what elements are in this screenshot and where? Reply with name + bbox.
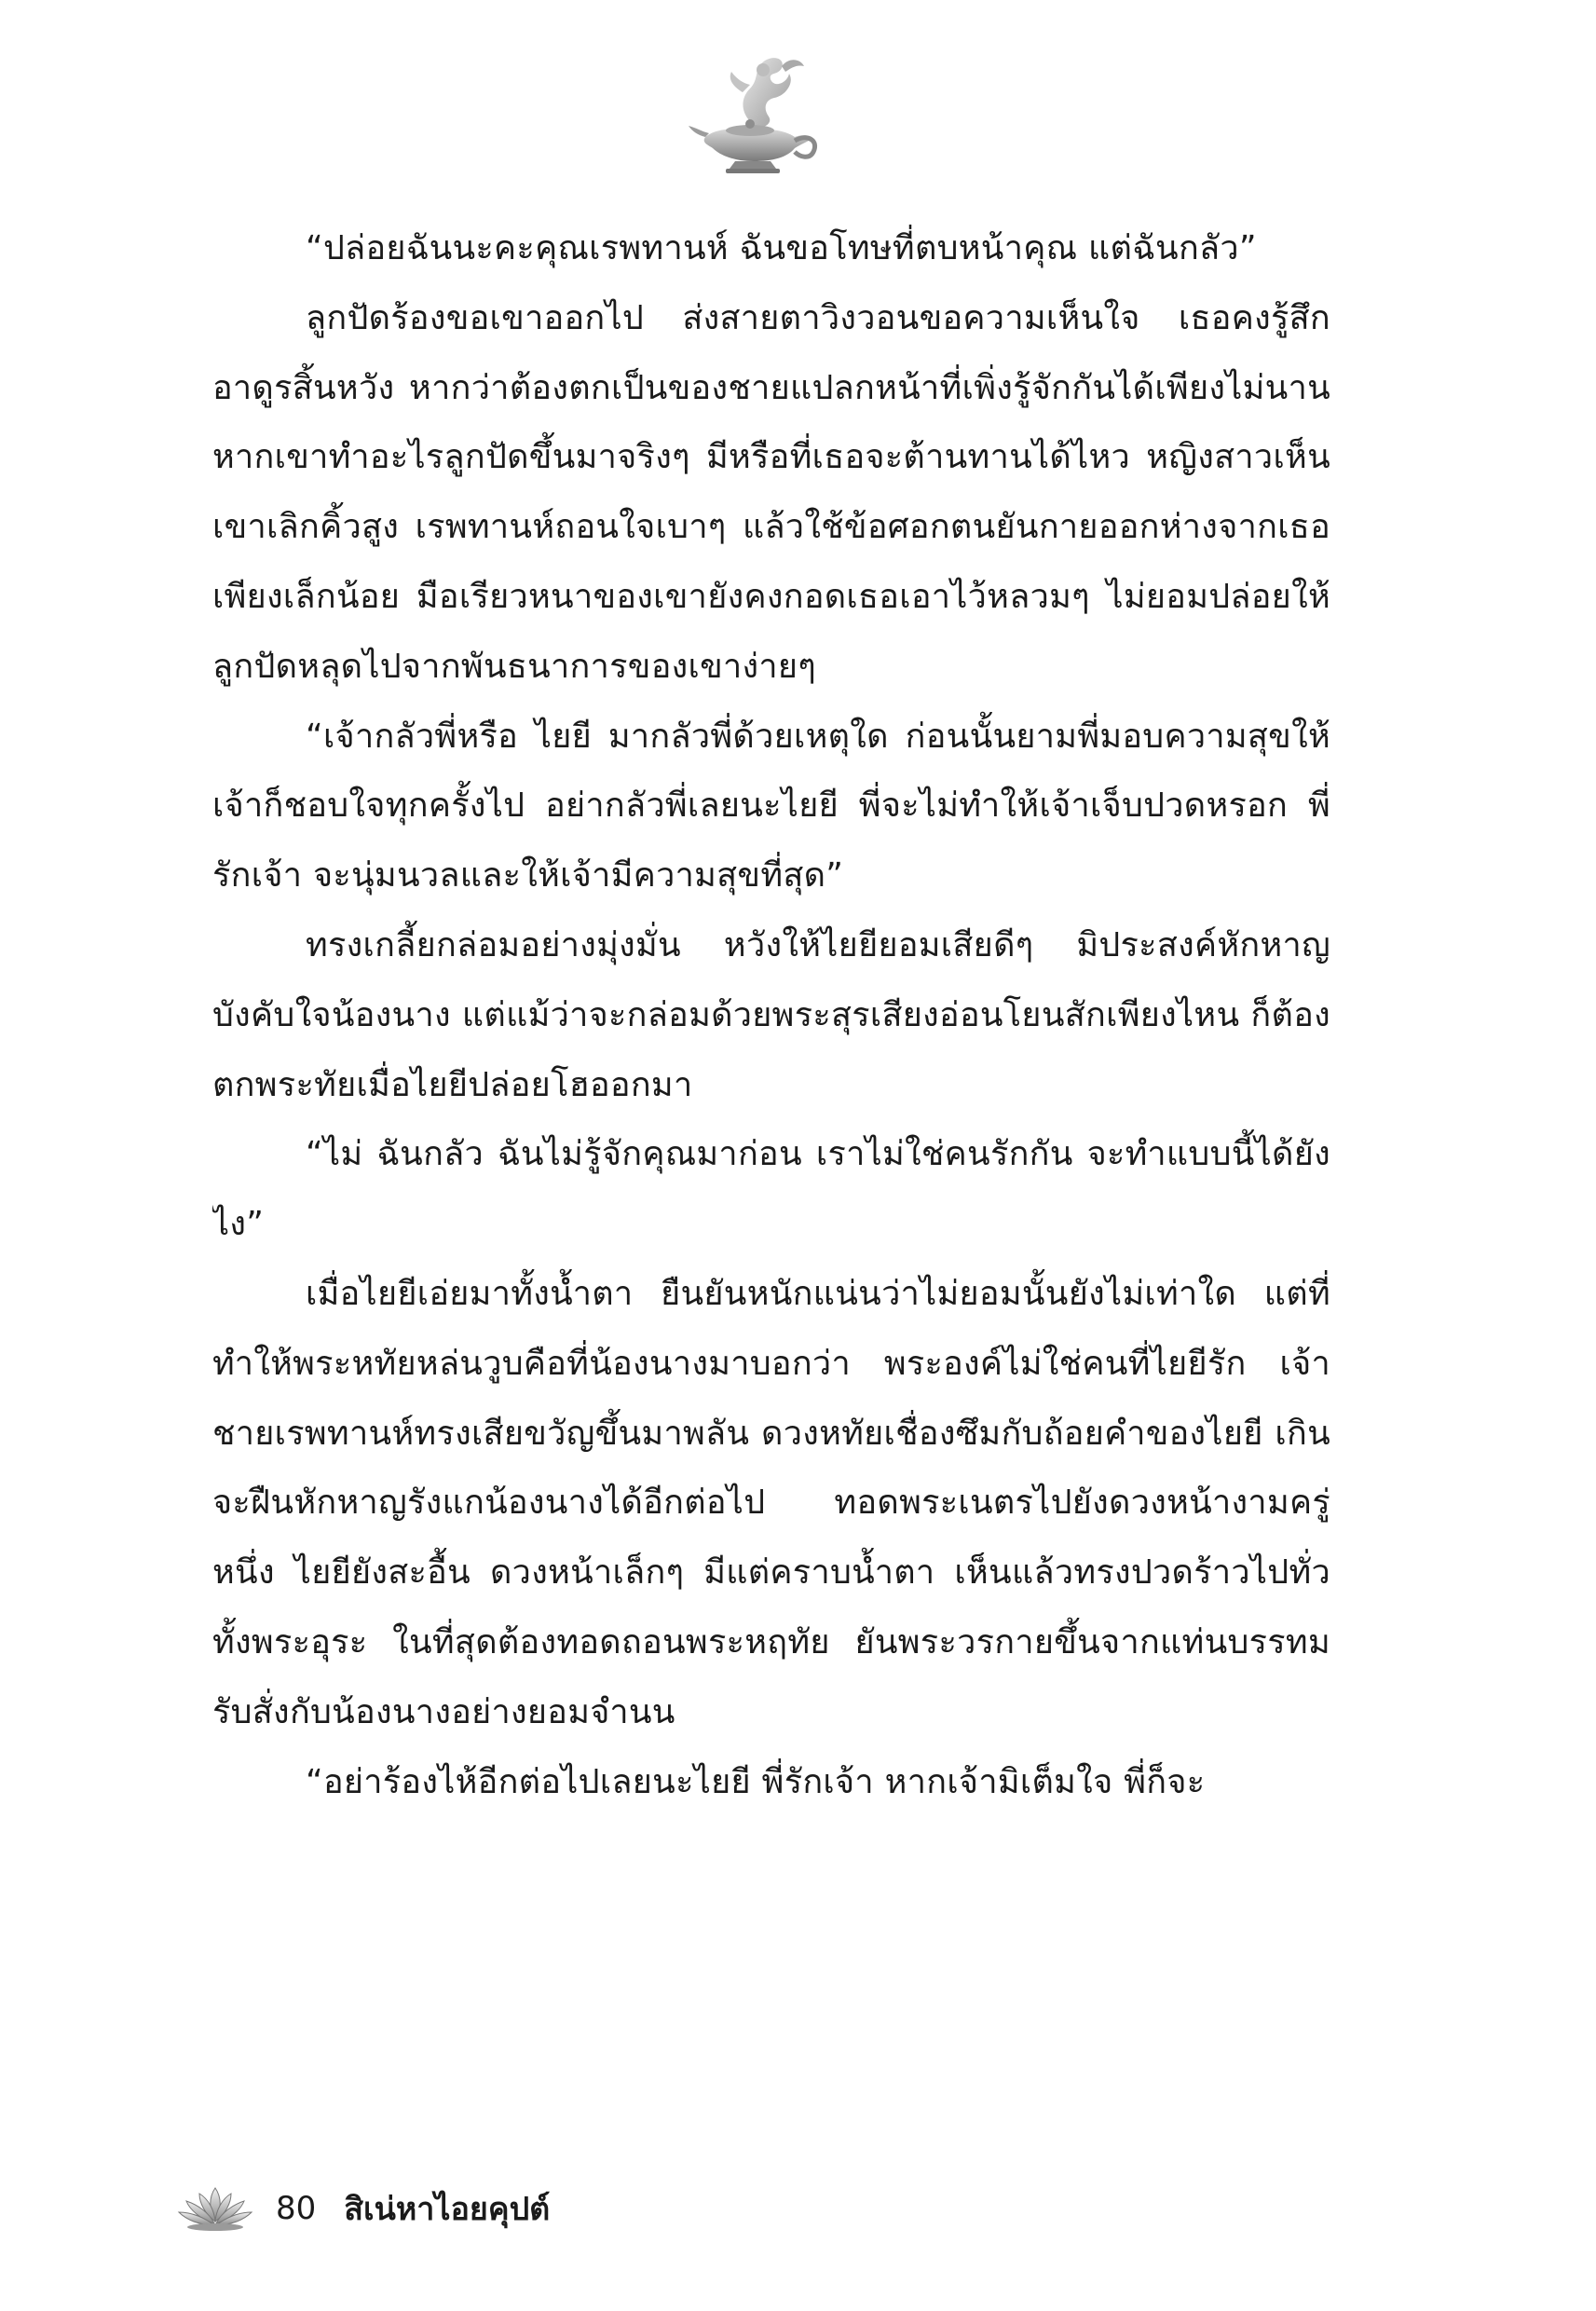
paragraph: ทรงเกลี้ยกล่อมอย่างมุ่งมั่น หวังให้ไยยียอมเสียดีๆ มิประสงค์หักหาญบังคับใจน้องนาง แต่แม้ว่าจะกล่อมด้วยพระสุรเสียงอ่อนโยนสักเพียงไหน ก็ต้องตกพระทัยเมื่อไยยีปล่อยโฮออกมา [212, 925, 1330, 1104]
lotus-icon [177, 2184, 253, 2233]
paragraph: “เจ้ากลัวพี่หรือ ไยยี มากลัวพี่ด้วยเหตุใด ก่อนนั้นยามพี่มอบความสุขให้เจ้าก็ชอบใจทุกครั้งไป อย่ากลัวพี่เลยนะไยยี พี่จะไม่ทำให้เจ้าเจ็บปวดหรอก พี่รักเจ้า จะนุ่มนวลและให้เจ้ามีความสุขที่สุด” [212, 717, 1330, 896]
page-number: 80 [276, 2190, 317, 2227]
paragraph: “ไม่ ฉันกลัว ฉันไม่รู้จักคุณมาก่อน เราไม่ใช่คนรักกัน จะทำแบบนี้ได้ยังไง” [212, 1135, 1330, 1244]
book-title: สิเน่หาไอยคุปต์ [344, 2191, 551, 2228]
page-footer [177, 2176, 829, 2241]
paragraph: ลูกปัดร้องขอเขาออกไป ส่งสายตาวิงวอนขอความเห็นใจ เธอคงรู้สึกอาดูรสิ้นหวัง หากว่าต้องตกเป็นของชายแปลกหน้าที่เพิ่งรู้จักกันได้เพียงไม่นาน หากเขาทำอะไรลูกปัดขึ้นมาจริงๆ มีหรือที่เธอจะต้านทานได้ไหว หญิงสาวเห็นเขาเลิกคิ้วสูง เรพทานห์ถอนใจเบาๆ แล้วใช้ข้อศอกตนยันกายออกห่างจากเธอเพียงเล็กน้อย มือเรียวหนาของเขายังคงกอดเธอเอาไว้หลวมๆ ไม่ยอมปล่อยให้ลูกปัดหลุดไปจากพันธนาการของเขาง่ายๆ [212, 298, 1330, 686]
paragraph: “อย่าร้องไห้อีกต่อไปเลยนะไยยี พี่รักเจ้า หากเจ้ามิเต็มใจ พี่ก็จะ [306, 1762, 1206, 1801]
paragraph: เมื่อไยยีเอ่ยมาทั้งน้ำตา ยืนยันหนักแน่นว่าไม่ยอมนั้นยังไม่เท่าใด แต่ที่ทำให้พระหทัยหล่นวูบคือที่น้องนางมาบอกว่า พระองค์ไม่ใช่คนที่ไยยีรัก เจ้าชายเรพทานห์ทรงเสียขวัญขึ้นมาพลัน ดวงหทัยเชื่องซึมกับถ้อยคำของไยยี เกินจะฝืนหักหาญรังแกน้องนางได้อีกต่อไป ทอดพระเนตรไปยังดวงหน้างามครู่หนึ่ง ไยยียังสะอื้น ดวงหน้าเล็กๆ มีแต่คราบน้ำตา เห็นแล้วทรงปวดร้าวไปทั่วทั้งพระอุระ ในที่สุดต้องทอดถอนพระหฤทัย ยันพระวรกายขึ้นจากแท่นบรรทม รับสั่งกับน้องนางอย่างยอมจำนน [212, 1274, 1330, 1731]
genie-lamp-icon [685, 51, 825, 177]
paragraph: “ปล่อยฉันนะคะคุณเรพทานห์ ฉันขอโทษที่ตบหน้าคุณ แต่ฉันกลัว” [306, 229, 1257, 267]
body-text [212, 214, 1330, 2162]
